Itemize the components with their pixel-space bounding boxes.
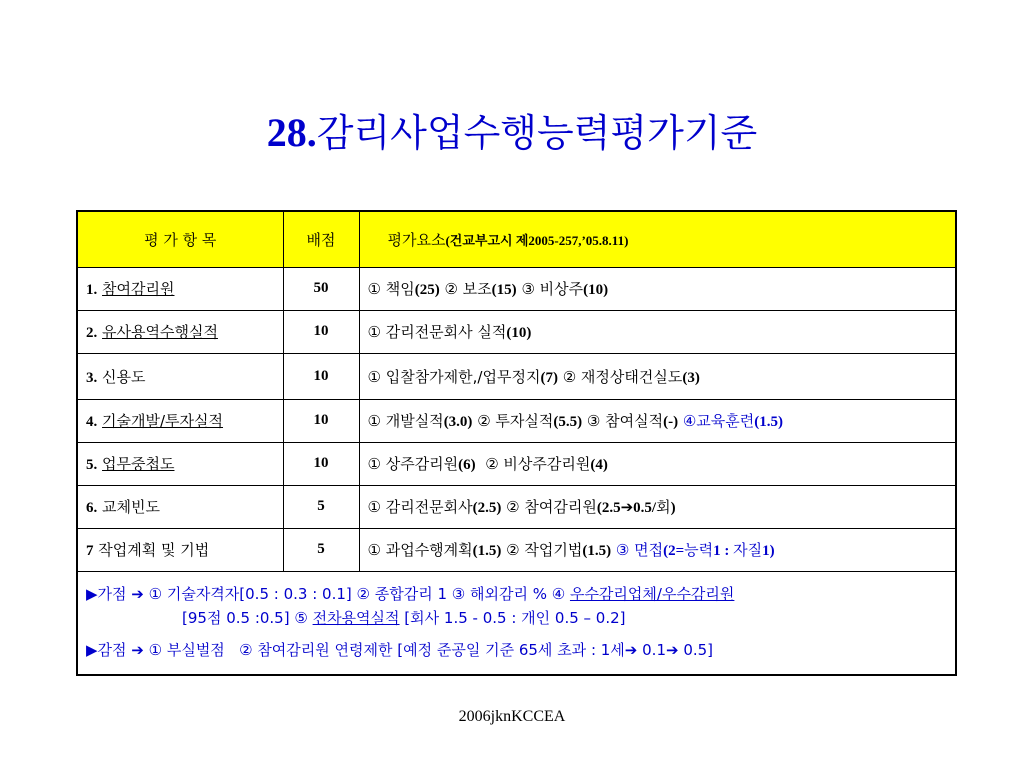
element-text: ① 개발실적	[367, 412, 444, 430]
element-cell	[359, 528, 956, 571]
penalty-line	[86, 638, 947, 662]
element-text-highlight: 자질	[733, 541, 763, 559]
element-value: (1.5)	[582, 543, 612, 559]
element-value-highlight: (2=	[663, 543, 685, 559]
table-row	[77, 267, 956, 310]
element-value: )	[670, 500, 676, 516]
notes-row	[77, 571, 956, 675]
bonus-text: [95점 0.5 :0.5] ⑤	[182, 608, 313, 627]
item-cell	[77, 399, 283, 442]
element-value: (-)	[663, 414, 679, 430]
element-value-highlight: 1 :	[713, 543, 734, 559]
element-text: ① 상주감리원	[367, 455, 459, 473]
element-text: ③ 비상주	[516, 280, 584, 298]
table-header-row	[77, 211, 956, 267]
element-cell	[359, 442, 956, 485]
item-cell	[77, 310, 283, 353]
element-value-highlight: 1)	[762, 543, 775, 559]
element-value: (3)	[682, 369, 700, 386]
score-cell: 50	[283, 267, 359, 310]
element-text-highlight: ③ 면접	[611, 541, 664, 559]
bonus-text: [회사 1.5 - 0.5 : 개인 0.5 – 0.2]	[399, 608, 626, 627]
element-cell	[359, 310, 956, 353]
item-label: 유사용역수행실적	[102, 323, 218, 341]
element-value: 0.5/	[633, 500, 657, 516]
item-number: 5.	[86, 457, 98, 473]
element-text: ② 작업기법	[501, 541, 583, 559]
table-row	[77, 528, 956, 571]
item-number: 7	[86, 543, 94, 559]
element-text: ② 보조	[439, 280, 492, 298]
evaluation-criteria-table	[76, 210, 957, 676]
item-number: 6.	[86, 500, 98, 516]
element-text-highlight: 능력	[684, 541, 714, 559]
item-cell	[77, 353, 283, 399]
table-row	[77, 310, 956, 353]
header-element	[359, 211, 956, 267]
item-number: 1.	[86, 282, 98, 298]
element-cell	[359, 399, 956, 442]
footer-text: 2006jknKCCEA	[458, 708, 566, 725]
score-cell: 10	[283, 310, 359, 353]
element-value: (25)	[414, 282, 440, 298]
element-value: (3.0)	[443, 414, 473, 430]
table-row	[77, 485, 956, 528]
element-text: ① 감리전문회사	[367, 498, 473, 516]
element-value: (6)	[458, 457, 476, 473]
header-element-label: 평가요소	[387, 230, 446, 249]
element-value: (15)	[491, 282, 517, 298]
element-text: ① 감리전문회사 실적	[367, 323, 507, 341]
element-value: (7)	[540, 369, 558, 386]
item-label: 참여감리원	[102, 280, 175, 298]
score-cell: 5	[283, 485, 359, 528]
item-cell	[77, 485, 283, 528]
score-cell: 5	[283, 528, 359, 571]
item-cell	[77, 267, 283, 310]
element-value-highlight: (1.5)	[754, 414, 784, 430]
bonus-underlined-text: 전차용역실적	[312, 608, 400, 627]
item-number: 3.	[86, 369, 98, 386]
element-cell	[359, 267, 956, 310]
element-value: (2.5	[596, 500, 621, 516]
header-reference: (건교부고시 제2005-257,’05.8.11)	[445, 232, 629, 248]
notes-cell	[77, 571, 956, 675]
element-cell	[359, 353, 956, 399]
element-text: ② 비상주감리원	[475, 455, 591, 473]
arrow-icon: ➔	[620, 498, 634, 516]
item-label: 작업계획 및 기법	[93, 541, 210, 559]
element-value: (4)	[590, 457, 608, 473]
bonus-underlined-text: 우수감리업체/우수감리원	[569, 584, 735, 603]
title-number: 28.	[266, 110, 317, 155]
penalty-text: ▶감점 ➔ ① 부실벌점 ② 참여감리원 연령제한 [예정 준공일 기준 65세 초과 : 1세➔ 0.1➔ 0.5]	[86, 640, 714, 659]
element-text: ① 과업수행계획	[367, 541, 473, 559]
item-number: 2.	[86, 325, 98, 341]
item-cell	[77, 442, 283, 485]
item-label: 기술개발/투자실적	[102, 412, 224, 430]
item-label: 업무중첩도	[102, 455, 175, 473]
score-cell: 10	[283, 353, 359, 399]
item-label: 신용도	[102, 367, 146, 386]
element-text-highlight: ④교육훈련	[678, 412, 755, 430]
title-text: 감리사업수행능력평가기준	[316, 111, 758, 155]
table-row	[77, 399, 956, 442]
bonus-line-1	[86, 582, 947, 606]
element-value: (5.5)	[553, 414, 583, 430]
header-score: 배점	[283, 211, 359, 267]
item-label: 교체빈도	[102, 498, 160, 516]
item-number: 4.	[86, 414, 98, 430]
table-row	[77, 442, 956, 485]
element-value: (1.5)	[472, 543, 502, 559]
element-text: ① 책임	[367, 280, 415, 298]
score-cell: 10	[283, 442, 359, 485]
page-title	[0, 108, 1024, 158]
element-value: (2.5)	[472, 500, 502, 516]
table-row	[77, 353, 956, 399]
header-item: 평 가 항 목	[77, 211, 283, 267]
element-cell	[359, 485, 956, 528]
element-text: ① 입찰참가제한,/업무정지	[367, 367, 541, 386]
element-value: (10)	[506, 325, 532, 341]
bonus-line-2	[86, 606, 947, 630]
element-text: ② 재정상태건실도	[557, 367, 683, 386]
element-value: (10)	[583, 282, 609, 298]
element-text: 회	[656, 498, 671, 516]
score-cell: 10	[283, 399, 359, 442]
bonus-text: ▶가점 ➔ ① 기술자격자[0.5 : 0.3 : 0.1] ② 종합감리 1 ③ 해외감리 % ④	[86, 584, 570, 603]
element-text: ② 참여감리원	[501, 498, 597, 516]
item-cell	[77, 528, 283, 571]
element-text: ② 투자실적	[472, 412, 554, 430]
element-text: ③ 참여실적	[582, 412, 664, 430]
